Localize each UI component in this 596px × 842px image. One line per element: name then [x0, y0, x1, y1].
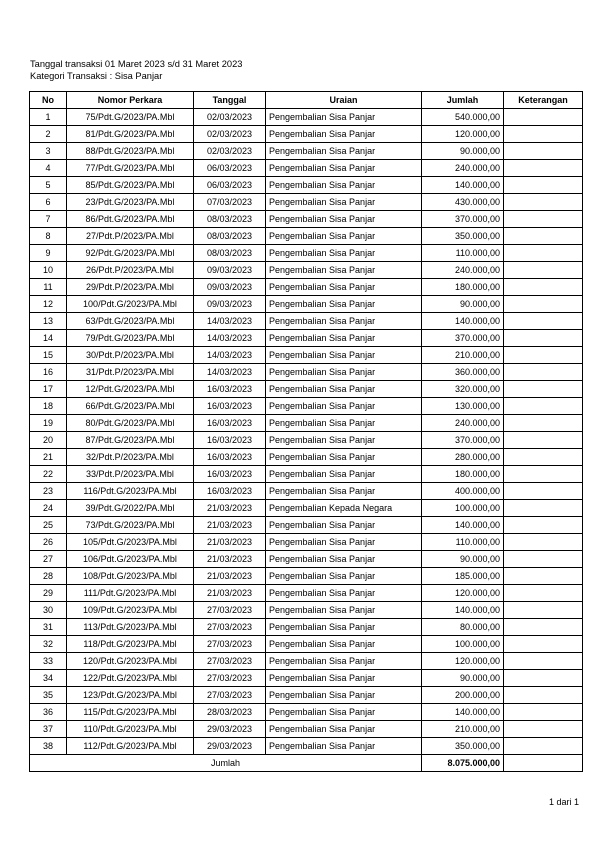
cell-nomor-perkara: 80/Pdt.G/2023/PA.Mbl: [67, 415, 194, 432]
cell-tanggal: 27/03/2023: [194, 687, 266, 704]
cell-nomor-perkara: 12/Pdt.G/2023/PA.Mbl: [67, 381, 194, 398]
cell-jumlah: 110.000,00: [422, 534, 504, 551]
cell-uraian: Pengembalian Sisa Panjar: [266, 551, 422, 568]
cell-jumlah: 90.000,00: [422, 143, 504, 160]
table-row: [30, 585, 583, 602]
cell-jumlah: 140.000,00: [422, 517, 504, 534]
cell-no: 27: [30, 551, 67, 568]
cell-keterangan: [504, 143, 583, 160]
cell-uraian: Pengembalian Sisa Panjar: [266, 738, 422, 755]
cell-tanggal: 14/03/2023: [194, 364, 266, 381]
cell-tanggal: 29/03/2023: [194, 721, 266, 738]
cell-tanggal: 16/03/2023: [194, 449, 266, 466]
cell-nomor-perkara: 110/Pdt.G/2023/PA.Mbl: [67, 721, 194, 738]
cell-nomor-perkara: 30/Pdt.P/2023/PA.Mbl: [67, 347, 194, 364]
cell-no: 17: [30, 381, 67, 398]
column-header-no: No: [30, 92, 67, 109]
table-row: [30, 704, 583, 721]
cell-nomor-perkara: 122/Pdt.G/2023/PA.Mbl: [67, 670, 194, 687]
cell-uraian: Pengembalian Sisa Panjar: [266, 296, 422, 313]
cell-nomor-perkara: 105/Pdt.G/2023/PA.Mbl: [67, 534, 194, 551]
table-row: [30, 415, 583, 432]
table-row: [30, 738, 583, 755]
cell-keterangan: [504, 279, 583, 296]
cell-nomor-perkara: 32/Pdt.P/2023/PA.Mbl: [67, 449, 194, 466]
category-text: Kategori Transaksi : Sisa Panjar: [30, 71, 163, 81]
total-row: [30, 755, 583, 772]
table-row: [30, 143, 583, 160]
table-row: [30, 177, 583, 194]
cell-uraian: Pengembalian Sisa Panjar: [266, 653, 422, 670]
cell-no: 23: [30, 483, 67, 500]
cell-uraian: Pengembalian Sisa Panjar: [266, 330, 422, 347]
cell-tanggal: 27/03/2023: [194, 602, 266, 619]
cell-no: 15: [30, 347, 67, 364]
cell-keterangan: [504, 364, 583, 381]
cell-tanggal: 16/03/2023: [194, 466, 266, 483]
cell-uraian: Pengembalian Sisa Panjar: [266, 143, 422, 160]
cell-keterangan: [504, 551, 583, 568]
table-row: [30, 466, 583, 483]
cell-nomor-perkara: 33/Pdt.P/2023/PA.Mbl: [67, 466, 194, 483]
cell-keterangan: [504, 636, 583, 653]
cell-jumlah: 90.000,00: [422, 296, 504, 313]
cell-uraian: Pengembalian Sisa Panjar: [266, 211, 422, 228]
total-value: 8.075.000,00: [422, 755, 504, 772]
cell-uraian: Pengembalian Sisa Panjar: [266, 381, 422, 398]
cell-jumlah: 100.000,00: [422, 500, 504, 517]
cell-no: 21: [30, 449, 67, 466]
table-row: [30, 398, 583, 415]
cell-no: 10: [30, 262, 67, 279]
table-header-row: [30, 92, 583, 109]
transactions-table: [29, 91, 583, 772]
cell-keterangan: [504, 738, 583, 755]
table-row: [30, 568, 583, 585]
cell-nomor-perkara: 27/Pdt.P/2023/PA.Mbl: [67, 228, 194, 245]
cell-nomor-perkara: 112/Pdt.G/2023/PA.Mbl: [67, 738, 194, 755]
cell-keterangan: [504, 126, 583, 143]
cell-keterangan: [504, 296, 583, 313]
cell-keterangan: [504, 619, 583, 636]
cell-no: 13: [30, 313, 67, 330]
cell-keterangan: [504, 602, 583, 619]
table-row: [30, 449, 583, 466]
cell-nomor-perkara: 108/Pdt.G/2023/PA.Mbl: [67, 568, 194, 585]
table-row: [30, 517, 583, 534]
cell-keterangan: [504, 568, 583, 585]
cell-no: 35: [30, 687, 67, 704]
cell-uraian: Pengembalian Sisa Panjar: [266, 721, 422, 738]
cell-tanggal: 09/03/2023: [194, 262, 266, 279]
cell-tanggal: 27/03/2023: [194, 670, 266, 687]
cell-uraian: Pengembalian Sisa Panjar: [266, 313, 422, 330]
cell-jumlah: 370.000,00: [422, 330, 504, 347]
table-row: [30, 109, 583, 126]
cell-tanggal: 16/03/2023: [194, 415, 266, 432]
cell-keterangan: [504, 347, 583, 364]
cell-jumlah: 185.000,00: [422, 568, 504, 585]
total-label: Jumlah: [30, 755, 422, 772]
period-text: Tanggal transaksi 01 Maret 2023 s/d 31 Maret 2023: [30, 59, 243, 69]
cell-jumlah: 320.000,00: [422, 381, 504, 398]
cell-no: 32: [30, 636, 67, 653]
column-header-keterangan: Keterangan: [504, 92, 583, 109]
cell-nomor-perkara: 26/Pdt.P/2023/PA.Mbl: [67, 262, 194, 279]
cell-uraian: Pengembalian Sisa Panjar: [266, 347, 422, 364]
cell-uraian: Pengembalian Sisa Panjar: [266, 245, 422, 262]
cell-tanggal: 21/03/2023: [194, 517, 266, 534]
cell-nomor-perkara: 88/Pdt.G/2023/PA.Mbl: [67, 143, 194, 160]
cell-no: 22: [30, 466, 67, 483]
cell-tanggal: 09/03/2023: [194, 296, 266, 313]
cell-jumlah: 280.000,00: [422, 449, 504, 466]
cell-nomor-perkara: 29/Pdt.P/2023/PA.Mbl: [67, 279, 194, 296]
cell-keterangan: [504, 398, 583, 415]
cell-no: 3: [30, 143, 67, 160]
cell-keterangan: [504, 330, 583, 347]
cell-tanggal: 16/03/2023: [194, 381, 266, 398]
table-row: [30, 687, 583, 704]
cell-no: 7: [30, 211, 67, 228]
table-row: [30, 534, 583, 551]
cell-jumlah: 100.000,00: [422, 636, 504, 653]
cell-nomor-perkara: 116/Pdt.G/2023/PA.Mbl: [67, 483, 194, 500]
cell-tanggal: 14/03/2023: [194, 330, 266, 347]
cell-tanggal: 14/03/2023: [194, 313, 266, 330]
cell-uraian: Pengembalian Sisa Panjar: [266, 177, 422, 194]
cell-nomor-perkara: 77/Pdt.G/2023/PA.Mbl: [67, 160, 194, 177]
cell-tanggal: 27/03/2023: [194, 636, 266, 653]
cell-nomor-perkara: 23/Pdt.G/2023/PA.Mbl: [67, 194, 194, 211]
cell-no: 6: [30, 194, 67, 211]
column-header-nomor-perkara: Nomor Perkara: [67, 92, 194, 109]
cell-keterangan: [504, 177, 583, 194]
cell-jumlah: 140.000,00: [422, 704, 504, 721]
cell-uraian: Pengembalian Sisa Panjar: [266, 364, 422, 381]
cell-uraian: Pengembalian Sisa Panjar: [266, 109, 422, 126]
cell-no: 20: [30, 432, 67, 449]
table-row: [30, 245, 583, 262]
table-row: [30, 313, 583, 330]
cell-keterangan: [504, 483, 583, 500]
cell-no: 14: [30, 330, 67, 347]
cell-uraian: Pengembalian Sisa Panjar: [266, 279, 422, 296]
cell-no: 11: [30, 279, 67, 296]
cell-jumlah: 130.000,00: [422, 398, 504, 415]
cell-nomor-perkara: 86/Pdt.G/2023/PA.Mbl: [67, 211, 194, 228]
cell-no: 24: [30, 500, 67, 517]
cell-jumlah: 430.000,00: [422, 194, 504, 211]
cell-jumlah: 120.000,00: [422, 653, 504, 670]
cell-no: 38: [30, 738, 67, 755]
cell-tanggal: 21/03/2023: [194, 500, 266, 517]
table-row: [30, 551, 583, 568]
cell-keterangan: [504, 653, 583, 670]
cell-tanggal: 08/03/2023: [194, 211, 266, 228]
cell-jumlah: 90.000,00: [422, 670, 504, 687]
cell-uraian: Pengembalian Sisa Panjar: [266, 602, 422, 619]
cell-nomor-perkara: 118/Pdt.G/2023/PA.Mbl: [67, 636, 194, 653]
cell-no: 30: [30, 602, 67, 619]
cell-jumlah: 180.000,00: [422, 466, 504, 483]
cell-jumlah: 140.000,00: [422, 313, 504, 330]
cell-no: 1: [30, 109, 67, 126]
cell-jumlah: 210.000,00: [422, 721, 504, 738]
cell-uraian: Pengembalian Sisa Panjar: [266, 483, 422, 500]
cell-keterangan: [504, 517, 583, 534]
column-header-jumlah: Jumlah: [422, 92, 504, 109]
cell-jumlah: 120.000,00: [422, 126, 504, 143]
cell-nomor-perkara: 63/Pdt.G/2023/PA.Mbl: [67, 313, 194, 330]
cell-nomor-perkara: 39/Pdt.G/2022/PA.Mbl: [67, 500, 194, 517]
cell-uraian: Pengembalian Sisa Panjar: [266, 398, 422, 415]
cell-nomor-perkara: 120/Pdt.G/2023/PA.Mbl: [67, 653, 194, 670]
cell-nomor-perkara: 106/Pdt.G/2023/PA.Mbl: [67, 551, 194, 568]
cell-tanggal: 16/03/2023: [194, 398, 266, 415]
cell-keterangan: [504, 670, 583, 687]
cell-no: 31: [30, 619, 67, 636]
cell-uraian: Pengembalian Sisa Panjar: [266, 432, 422, 449]
cell-jumlah: 200.000,00: [422, 687, 504, 704]
cell-keterangan: [504, 211, 583, 228]
cell-keterangan: [504, 313, 583, 330]
page-number: 1 dari 1: [548, 797, 579, 807]
cell-uraian: Pengembalian Kepada Negara: [266, 500, 422, 517]
cell-jumlah: 140.000,00: [422, 177, 504, 194]
cell-keterangan: [504, 721, 583, 738]
cell-nomor-perkara: 115/Pdt.G/2023/PA.Mbl: [67, 704, 194, 721]
cell-tanggal: 06/03/2023: [194, 177, 266, 194]
cell-keterangan: [504, 262, 583, 279]
cell-tanggal: 02/03/2023: [194, 126, 266, 143]
cell-keterangan: [504, 245, 583, 262]
column-header-tanggal: Tanggal: [194, 92, 266, 109]
cell-jumlah: 110.000,00: [422, 245, 504, 262]
cell-jumlah: 140.000,00: [422, 602, 504, 619]
cell-uraian: Pengembalian Sisa Panjar: [266, 619, 422, 636]
cell-keterangan: [504, 381, 583, 398]
cell-keterangan: [504, 228, 583, 245]
column-header-uraian: Uraian: [266, 92, 422, 109]
cell-jumlah: 360.000,00: [422, 364, 504, 381]
cell-jumlah: 240.000,00: [422, 262, 504, 279]
cell-keterangan: [504, 415, 583, 432]
cell-jumlah: 180.000,00: [422, 279, 504, 296]
cell-nomor-perkara: 111/Pdt.G/2023/PA.Mbl: [67, 585, 194, 602]
table-row: [30, 296, 583, 313]
cell-jumlah: 240.000,00: [422, 415, 504, 432]
cell-jumlah: 240.000,00: [422, 160, 504, 177]
cell-no: 8: [30, 228, 67, 245]
cell-jumlah: 370.000,00: [422, 432, 504, 449]
cell-uraian: Pengembalian Sisa Panjar: [266, 466, 422, 483]
cell-nomor-perkara: 109/Pdt.G/2023/PA.Mbl: [67, 602, 194, 619]
cell-no: 36: [30, 704, 67, 721]
cell-jumlah: 400.000,00: [422, 483, 504, 500]
table-row: [30, 211, 583, 228]
cell-tanggal: 21/03/2023: [194, 551, 266, 568]
cell-jumlah: 540.000,00: [422, 109, 504, 126]
cell-nomor-perkara: 85/Pdt.G/2023/PA.Mbl: [67, 177, 194, 194]
cell-nomor-perkara: 75/Pdt.G/2023/PA.Mbl: [67, 109, 194, 126]
cell-uraian: Pengembalian Sisa Panjar: [266, 262, 422, 279]
cell-tanggal: 08/03/2023: [194, 228, 266, 245]
table-row: [30, 262, 583, 279]
cell-nomor-perkara: 81/Pdt.G/2023/PA.Mbl: [67, 126, 194, 143]
table-row: [30, 636, 583, 653]
cell-no: 26: [30, 534, 67, 551]
cell-keterangan: [504, 466, 583, 483]
total-keterangan-cell: [504, 755, 583, 772]
cell-no: 29: [30, 585, 67, 602]
cell-tanggal: 09/03/2023: [194, 279, 266, 296]
cell-keterangan: [504, 194, 583, 211]
cell-uraian: Pengembalian Sisa Panjar: [266, 568, 422, 585]
cell-tanggal: 29/03/2023: [194, 738, 266, 755]
cell-uraian: Pengembalian Sisa Panjar: [266, 636, 422, 653]
cell-nomor-perkara: 123/Pdt.G/2023/PA.Mbl: [67, 687, 194, 704]
cell-no: 12: [30, 296, 67, 313]
cell-no: 18: [30, 398, 67, 415]
cell-nomor-perkara: 100/Pdt.G/2023/PA.Mbl: [67, 296, 194, 313]
cell-uraian: Pengembalian Sisa Panjar: [266, 534, 422, 551]
cell-nomor-perkara: 113/Pdt.G/2023/PA.Mbl: [67, 619, 194, 636]
cell-tanggal: 14/03/2023: [194, 347, 266, 364]
cell-nomor-perkara: 92/Pdt.G/2023/PA.Mbl: [67, 245, 194, 262]
cell-keterangan: [504, 109, 583, 126]
cell-tanggal: 16/03/2023: [194, 432, 266, 449]
cell-no: 4: [30, 160, 67, 177]
cell-no: 34: [30, 670, 67, 687]
cell-tanggal: 27/03/2023: [194, 619, 266, 636]
table-row: [30, 126, 583, 143]
cell-jumlah: 80.000,00: [422, 619, 504, 636]
cell-keterangan: [504, 704, 583, 721]
table-row: [30, 381, 583, 398]
cell-tanggal: 06/03/2023: [194, 160, 266, 177]
cell-uraian: Pengembalian Sisa Panjar: [266, 585, 422, 602]
cell-uraian: Pengembalian Sisa Panjar: [266, 449, 422, 466]
cell-no: 25: [30, 517, 67, 534]
table-row: [30, 500, 583, 517]
cell-uraian: Pengembalian Sisa Panjar: [266, 126, 422, 143]
cell-nomor-perkara: 66/Pdt.G/2023/PA.Mbl: [67, 398, 194, 415]
table-row: [30, 194, 583, 211]
cell-tanggal: 21/03/2023: [194, 534, 266, 551]
cell-uraian: Pengembalian Sisa Panjar: [266, 228, 422, 245]
cell-no: 28: [30, 568, 67, 585]
table-row: [30, 347, 583, 364]
cell-tanggal: 07/03/2023: [194, 194, 266, 211]
cell-nomor-perkara: 79/Pdt.G/2023/PA.Mbl: [67, 330, 194, 347]
cell-jumlah: 350.000,00: [422, 228, 504, 245]
cell-keterangan: [504, 534, 583, 551]
report-header: [30, 58, 242, 82]
table-row: [30, 619, 583, 636]
table-row: [30, 279, 583, 296]
cell-uraian: Pengembalian Sisa Panjar: [266, 194, 422, 211]
cell-tanggal: 27/03/2023: [194, 653, 266, 670]
table-row: [30, 670, 583, 687]
cell-no: 5: [30, 177, 67, 194]
cell-no: 9: [30, 245, 67, 262]
cell-tanggal: 28/03/2023: [194, 704, 266, 721]
cell-tanggal: 02/03/2023: [194, 109, 266, 126]
cell-tanggal: 21/03/2023: [194, 585, 266, 602]
table-row: [30, 330, 583, 347]
table-row: [30, 602, 583, 619]
table-row: [30, 483, 583, 500]
cell-no: 2: [30, 126, 67, 143]
cell-nomor-perkara: 73/Pdt.G/2023/PA.Mbl: [67, 517, 194, 534]
cell-uraian: Pengembalian Sisa Panjar: [266, 160, 422, 177]
cell-tanggal: 02/03/2023: [194, 143, 266, 160]
cell-keterangan: [504, 500, 583, 517]
cell-jumlah: 120.000,00: [422, 585, 504, 602]
cell-tanggal: 21/03/2023: [194, 568, 266, 585]
cell-jumlah: 350.000,00: [422, 738, 504, 755]
cell-no: 37: [30, 721, 67, 738]
cell-uraian: Pengembalian Sisa Panjar: [266, 415, 422, 432]
cell-no: 33: [30, 653, 67, 670]
cell-keterangan: [504, 432, 583, 449]
table-body: [30, 109, 583, 755]
cell-uraian: Pengembalian Sisa Panjar: [266, 670, 422, 687]
cell-jumlah: 90.000,00: [422, 551, 504, 568]
cell-no: 19: [30, 415, 67, 432]
cell-jumlah: 370.000,00: [422, 211, 504, 228]
cell-keterangan: [504, 687, 583, 704]
table-row: [30, 721, 583, 738]
cell-tanggal: 08/03/2023: [194, 245, 266, 262]
cell-nomor-perkara: 31/Pdt.P/2023/PA.Mbl: [67, 364, 194, 381]
cell-keterangan: [504, 160, 583, 177]
cell-uraian: Pengembalian Sisa Panjar: [266, 687, 422, 704]
cell-keterangan: [504, 585, 583, 602]
table-row: [30, 160, 583, 177]
cell-no: 16: [30, 364, 67, 381]
cell-jumlah: 210.000,00: [422, 347, 504, 364]
cell-tanggal: 16/03/2023: [194, 483, 266, 500]
table-row: [30, 364, 583, 381]
table-row: [30, 432, 583, 449]
cell-uraian: Pengembalian Sisa Panjar: [266, 704, 422, 721]
cell-uraian: Pengembalian Sisa Panjar: [266, 517, 422, 534]
cell-keterangan: [504, 449, 583, 466]
cell-nomor-perkara: 87/Pdt.G/2023/PA.Mbl: [67, 432, 194, 449]
table-row: [30, 653, 583, 670]
table-row: [30, 228, 583, 245]
